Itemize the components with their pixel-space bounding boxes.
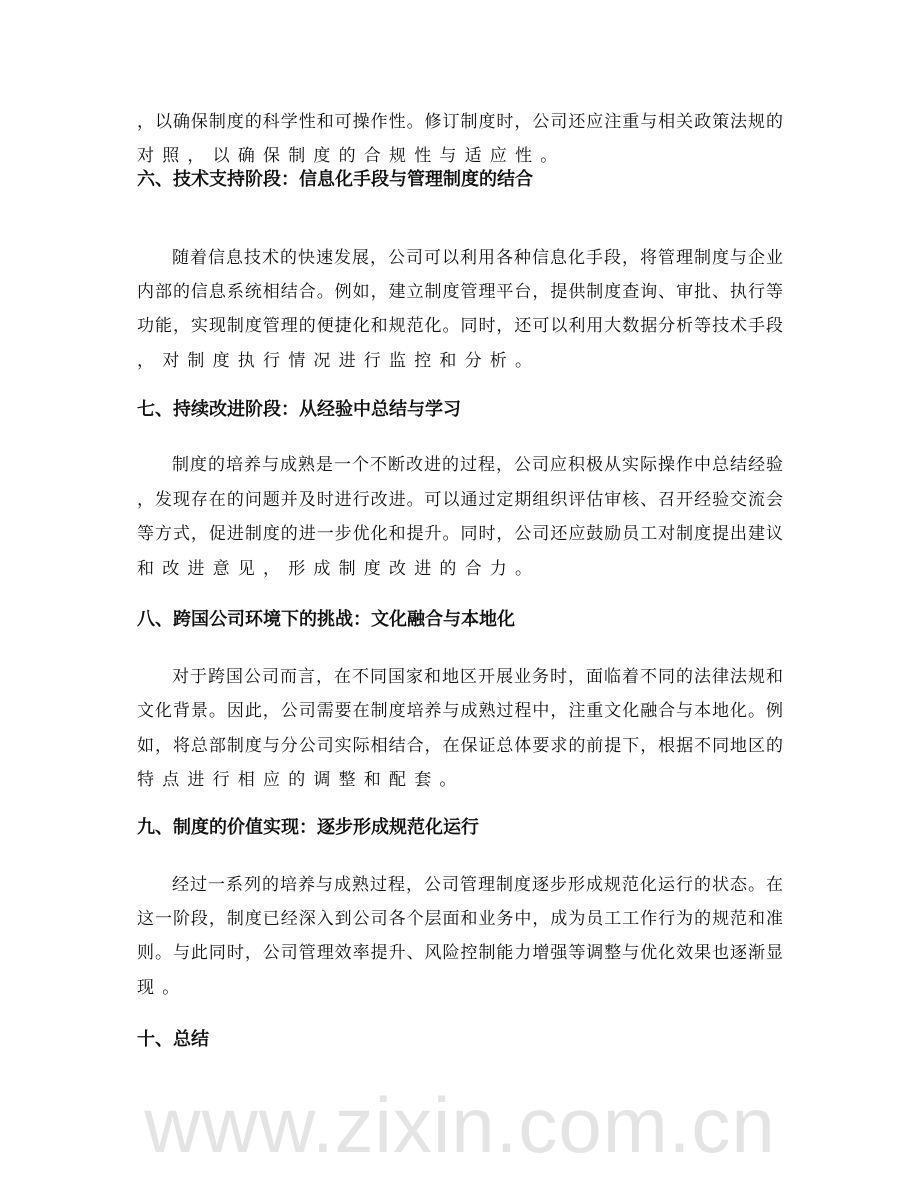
paragraph-line: 内部的信息系统相结合。例如，建立制度管理平台，提供制度查询、审批、执行等	[137, 282, 783, 302]
paragraph-line: 和改进意见，形成制度改进的合力。	[137, 559, 541, 579]
paragraph-line: 则。与此同时，公司管理效率提升、风险控制能力增强等调整与优化效果也逐渐显	[137, 943, 783, 963]
paragraph-line: 功能，实现制度管理的便捷化和规范化。同时，还可以利用大数据分析等技术手段	[137, 316, 783, 336]
paragraph-line: 随着信息技术的快速发展，公司可以利用各种信息化手段，将管理制度与企业	[172, 248, 783, 268]
section-heading: 八、跨国公司环境下的挑战：文化融合与本地化	[137, 609, 515, 630]
section-heading: 七、持续改进阶段：从经验中总结与学习	[137, 399, 461, 420]
paragraph-line: 等方式，促进制度的进一步优化和提升。同时，公司还应鼓励员工对制度提出建议	[137, 524, 783, 544]
watermark: www.zixin.com.cn	[144, 1081, 776, 1169]
paragraph-line: 如，将总部制度与分公司实际相结合，在保证总体要求的前提下，根据不同地区的	[137, 736, 783, 756]
paragraph-line: 这一阶段，制度已经深入到公司各个层面和业务中，成为员工工作行为的规范和准	[137, 909, 783, 929]
section-heading: 六、技术支持阶段：信息化手段与管理制度的结合	[137, 169, 533, 190]
paragraph-line: 制度的培养与成熟是一个不断改进的过程，公司应积极从实际操作中总结经验	[172, 455, 783, 475]
paragraph-line: ，对制度执行情况进行监控和分析。	[137, 351, 541, 371]
paragraph-line: ，发现存在的问题并及时进行改进。可以通过定期组织评估审核、召开经验交流会	[137, 490, 783, 510]
paragraph-line: 文化背景。因此，公司需要在制度培养与成熟过程中，注重文化融合与本地化。例	[137, 701, 783, 721]
paragraph-line: 经过一系列的培养与成熟过程，公司管理制度逐步形成规范化运行的状态。在	[172, 875, 783, 895]
paragraph-line: 对于跨国公司而言，在不同国家和地区开展业务时，面临着不同的法律法规和	[172, 667, 783, 687]
paragraph-line: ，以确保制度的科学性和可操作性。修订制度时，公司还应注重与相关政策法规的	[137, 112, 783, 132]
paragraph-line: 现。	[137, 978, 188, 998]
paragraph-line: 对照，以确保制度的合规性与适应性。	[137, 146, 566, 166]
section-heading: 十、总结	[137, 1029, 209, 1050]
paragraph-line: 特点进行相应的调整和配套。	[137, 770, 465, 790]
section-heading: 九、制度的价值实现：逐步形成规范化运行	[137, 817, 479, 838]
